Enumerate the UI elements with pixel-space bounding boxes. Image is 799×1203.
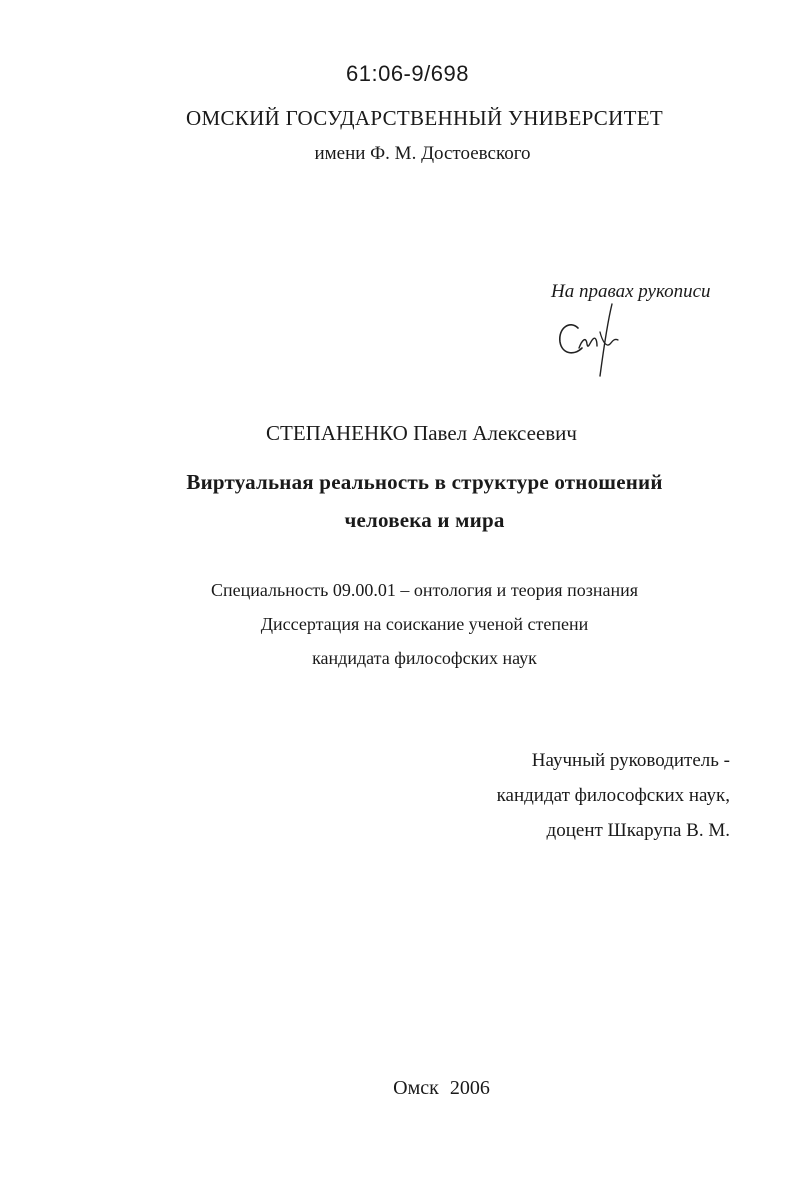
advisor-name: доцент Шкарупа В. М. — [546, 820, 730, 841]
university-named-after: имени Ф. М. Достоевского — [314, 143, 531, 164]
signature-icon — [552, 298, 632, 380]
university-name: ОМСКИЙ ГОСУДАРСТВЕННЫЙ УНИВЕРСИТЕТ — [186, 106, 663, 130]
advisor-degree: кандидат философских наук, — [496, 785, 730, 806]
place-and-year: Омск 2006 — [393, 1077, 490, 1099]
manuscript-rights-note: На правах рукописи — [551, 281, 711, 302]
dissertation-title-line1: Виртуальная реальность в структуре отношений — [186, 470, 663, 494]
dissertation-title-line2: человека и мира — [344, 508, 505, 532]
catalog-code: 61:06-9/698 — [346, 61, 469, 86]
author-name: СТЕПАНЕНКО Павел Алексеевич — [266, 421, 577, 445]
degree-field-line: кандидата философских наук — [312, 648, 537, 668]
advisor-label: Научный руководитель - — [531, 750, 730, 771]
degree-line: Диссертация на соискание ученой степени — [260, 614, 589, 634]
specialty-line: Специальность 09.00.01 – онтология и теория познания — [211, 580, 638, 600]
